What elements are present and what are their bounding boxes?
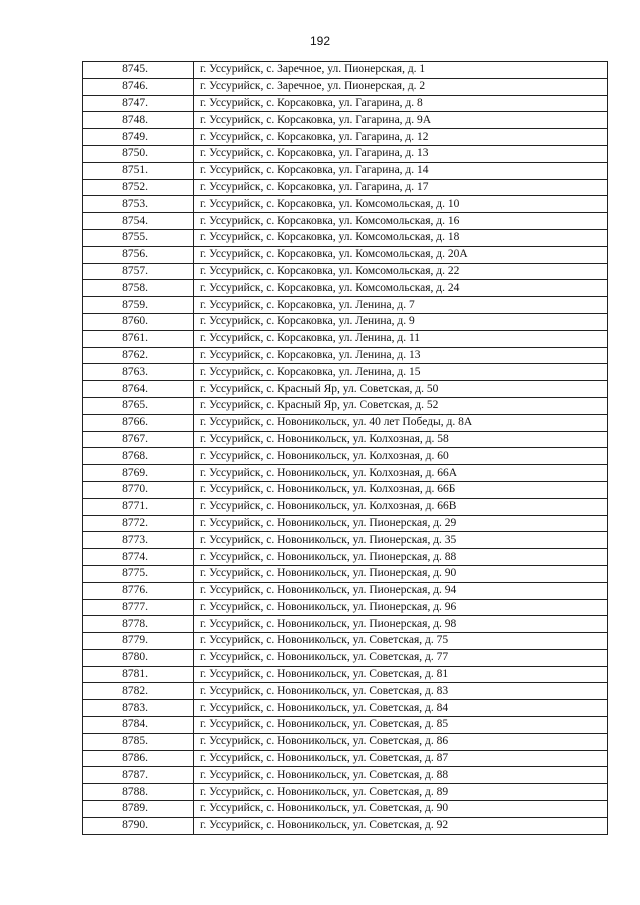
row-number: 8790. [83, 817, 194, 834]
row-address: г. Уссурийск, с. Красный Яр, ул. Советская, д. 50 [194, 381, 608, 398]
row-number: 8763. [83, 364, 194, 381]
table-row [83, 62, 608, 79]
row-address: г. Уссурийск, с. Новоникольск, ул. Советская, д. 89 [194, 784, 608, 801]
row-address: г. Уссурийск, с. Корсаковка, ул. Ленина, д. 13 [194, 347, 608, 364]
row-address: г. Уссурийск, с. Корсаковка, ул. Ленина, д. 15 [194, 364, 608, 381]
row-address: г. Уссурийск, с. Корсаковка, ул. Гагарина, д. 17 [194, 179, 608, 196]
table-row [83, 95, 608, 112]
row-number: 8786. [83, 750, 194, 767]
table-row [83, 801, 608, 818]
row-number: 8752. [83, 179, 194, 196]
row-address: г. Уссурийск, с. Новоникольск, ул. Советская, д. 77 [194, 649, 608, 666]
row-address: г. Уссурийск, с. Новоникольск, ул. Советская, д. 75 [194, 633, 608, 650]
row-number: 8749. [83, 129, 194, 146]
row-address: г. Уссурийск, с. Красный Яр, ул. Советская, д. 52 [194, 397, 608, 414]
table-row [83, 330, 608, 347]
row-number: 8789. [83, 801, 194, 818]
table-row [83, 297, 608, 314]
row-number: 8754. [83, 213, 194, 230]
row-number: 8788. [83, 784, 194, 801]
row-address: г. Уссурийск, с. Корсаковка, ул. Комсомольская, д. 10 [194, 196, 608, 213]
table-row [83, 481, 608, 498]
row-number: 8781. [83, 666, 194, 683]
row-number: 8767. [83, 431, 194, 448]
table-row [83, 229, 608, 246]
table-row [83, 196, 608, 213]
table-row [83, 515, 608, 532]
row-number: 8782. [83, 683, 194, 700]
row-address: г. Уссурийск, с. Корсаковка, ул. Комсомольская, д. 20А [194, 246, 608, 263]
table-row [83, 599, 608, 616]
table-row [83, 246, 608, 263]
row-number: 8759. [83, 297, 194, 314]
table-row [83, 431, 608, 448]
row-address: г. Уссурийск, с. Новоникольск, ул. Советская, д. 84 [194, 700, 608, 717]
table-row [83, 817, 608, 834]
row-address: г. Уссурийск, с. Новоникольск, ул. Пионерская, д. 96 [194, 599, 608, 616]
table-row [83, 414, 608, 431]
table-row [83, 280, 608, 297]
table-row [83, 717, 608, 734]
table-row [83, 381, 608, 398]
row-number: 8783. [83, 700, 194, 717]
row-number: 8769. [83, 465, 194, 482]
row-number: 8751. [83, 162, 194, 179]
row-number: 8765. [83, 397, 194, 414]
row-address: г. Уссурийск, с. Новоникольск, ул. Пионерская, д. 35 [194, 532, 608, 549]
table-row [83, 616, 608, 633]
row-number: 8753. [83, 196, 194, 213]
row-number: 8758. [83, 280, 194, 297]
row-address: г. Уссурийск, с. Корсаковка, ул. Комсомольская, д. 18 [194, 229, 608, 246]
row-number: 8784. [83, 717, 194, 734]
table-row [83, 750, 608, 767]
address-table [82, 61, 608, 835]
row-number: 8757. [83, 263, 194, 280]
table-row [83, 549, 608, 566]
table-row [83, 129, 608, 146]
row-address: г. Уссурийск, с. Новоникольск, ул. Колхозная, д. 60 [194, 448, 608, 465]
table-row [83, 397, 608, 414]
row-address: г. Уссурийск, с. Новоникольск, ул. Колхозная, д. 66А [194, 465, 608, 482]
row-address: г. Уссурийск, с. Новоникольск, ул. Колхозная, д. 58 [194, 431, 608, 448]
row-number: 8756. [83, 246, 194, 263]
row-address: г. Уссурийск, с. Новоникольск, ул. Советская, д. 92 [194, 817, 608, 834]
table-row [83, 666, 608, 683]
row-number: 8787. [83, 767, 194, 784]
row-address: г. Уссурийск, с. Новоникольск, ул. 40 лет Победы, д. 8А [194, 414, 608, 431]
row-number: 8780. [83, 649, 194, 666]
row-number: 8785. [83, 733, 194, 750]
table-row [83, 112, 608, 129]
row-address: г. Уссурийск, с. Корсаковка, ул. Ленина, д. 11 [194, 330, 608, 347]
row-number: 8776. [83, 582, 194, 599]
table-row [83, 767, 608, 784]
table-row [83, 213, 608, 230]
row-number: 8768. [83, 448, 194, 465]
row-address: г. Уссурийск, с. Новоникольск, ул. Советская, д. 81 [194, 666, 608, 683]
address-table-body [83, 62, 608, 835]
table-row [83, 532, 608, 549]
row-number: 8772. [83, 515, 194, 532]
row-number: 8746. [83, 78, 194, 95]
row-address: г. Уссурийск, с. Новоникольск, ул. Советская, д. 85 [194, 717, 608, 734]
row-number: 8774. [83, 549, 194, 566]
table-row [83, 683, 608, 700]
row-address: г. Уссурийск, с. Новоникольск, ул. Советская, д. 90 [194, 801, 608, 818]
row-number: 8778. [83, 616, 194, 633]
row-address: г. Уссурийск, с. Новоникольск, ул. Советская, д. 86 [194, 733, 608, 750]
row-number: 8779. [83, 633, 194, 650]
row-number: 8764. [83, 381, 194, 398]
page-number: 192 [309, 34, 331, 48]
row-address: г. Уссурийск, с. Корсаковка, ул. Комсомольская, д. 22 [194, 263, 608, 280]
row-address: г. Уссурийск, с. Корсаковка, ул. Гагарина, д. 12 [194, 129, 608, 146]
row-number: 8761. [83, 330, 194, 347]
row-address: г. Уссурийск, с. Новоникольск, ул. Пионерская, д. 98 [194, 616, 608, 633]
row-number: 8777. [83, 599, 194, 616]
row-address: г. Уссурийск, с. Новоникольск, ул. Советская, д. 83 [194, 683, 608, 700]
table-row [83, 179, 608, 196]
table-row [83, 364, 608, 381]
row-address: г. Уссурийск, с. Корсаковка, ул. Гагарина, д. 13 [194, 145, 608, 162]
row-address: г. Уссурийск, с. Корсаковка, ул. Гагарина, д. 8 [194, 95, 608, 112]
row-number: 8760. [83, 313, 194, 330]
table-row [83, 784, 608, 801]
table-row [83, 347, 608, 364]
row-address: г. Уссурийск, с. Заречное, ул. Пионерская, д. 2 [194, 78, 608, 95]
row-address: г. Уссурийск, с. Новоникольск, ул. Советская, д. 88 [194, 767, 608, 784]
table-row [83, 78, 608, 95]
row-address: г. Уссурийск, с. Корсаковка, ул. Комсомольская, д. 16 [194, 213, 608, 230]
row-address: г. Уссурийск, с. Новоникольск, ул. Пионерская, д. 90 [194, 565, 608, 582]
row-address: г. Уссурийск, с. Новоникольск, ул. Пионерская, д. 88 [194, 549, 608, 566]
row-number: 8770. [83, 481, 194, 498]
table-row [83, 263, 608, 280]
row-number: 8745. [83, 62, 194, 79]
row-number: 8766. [83, 414, 194, 431]
row-number: 8771. [83, 498, 194, 515]
row-number: 8748. [83, 112, 194, 129]
table-row [83, 465, 608, 482]
table-row [83, 649, 608, 666]
table-row [83, 582, 608, 599]
table-row [83, 448, 608, 465]
row-address: г. Уссурийск, с. Корсаковка, ул. Комсомольская, д. 24 [194, 280, 608, 297]
table-row [83, 700, 608, 717]
row-address: г. Уссурийск, с. Корсаковка, ул. Гагарина, д. 14 [194, 162, 608, 179]
row-number: 8762. [83, 347, 194, 364]
row-address: г. Уссурийск, с. Корсаковка, ул. Гагарина, д. 9А [194, 112, 608, 129]
table-row [83, 565, 608, 582]
row-address: г. Уссурийск, с. Корсаковка, ул. Ленина, д. 9 [194, 313, 608, 330]
row-address: г. Уссурийск, с. Новоникольск, ул. Советская, д. 87 [194, 750, 608, 767]
row-number: 8747. [83, 95, 194, 112]
row-number: 8755. [83, 229, 194, 246]
row-number: 8773. [83, 532, 194, 549]
table-row [83, 633, 608, 650]
row-number: 8775. [83, 565, 194, 582]
row-address: г. Уссурийск, с. Новоникольск, ул. Пионерская, д. 29 [194, 515, 608, 532]
row-address: г. Уссурийск, с. Новоникольск, ул. Колхозная, д. 66В [194, 498, 608, 515]
table-row [83, 498, 608, 515]
table-row [83, 162, 608, 179]
table-row [83, 145, 608, 162]
row-number: 8750. [83, 145, 194, 162]
row-address: г. Уссурийск, с. Новоникольск, ул. Пионерская, д. 94 [194, 582, 608, 599]
row-address: г. Уссурийск, с. Заречное, ул. Пионерская, д. 1 [194, 62, 608, 79]
row-address: г. Уссурийск, с. Корсаковка, ул. Ленина, д. 7 [194, 297, 608, 314]
table-row [83, 313, 608, 330]
row-address: г. Уссурийск, с. Новоникольск, ул. Колхозная, д. 66Б [194, 481, 608, 498]
table-row [83, 733, 608, 750]
